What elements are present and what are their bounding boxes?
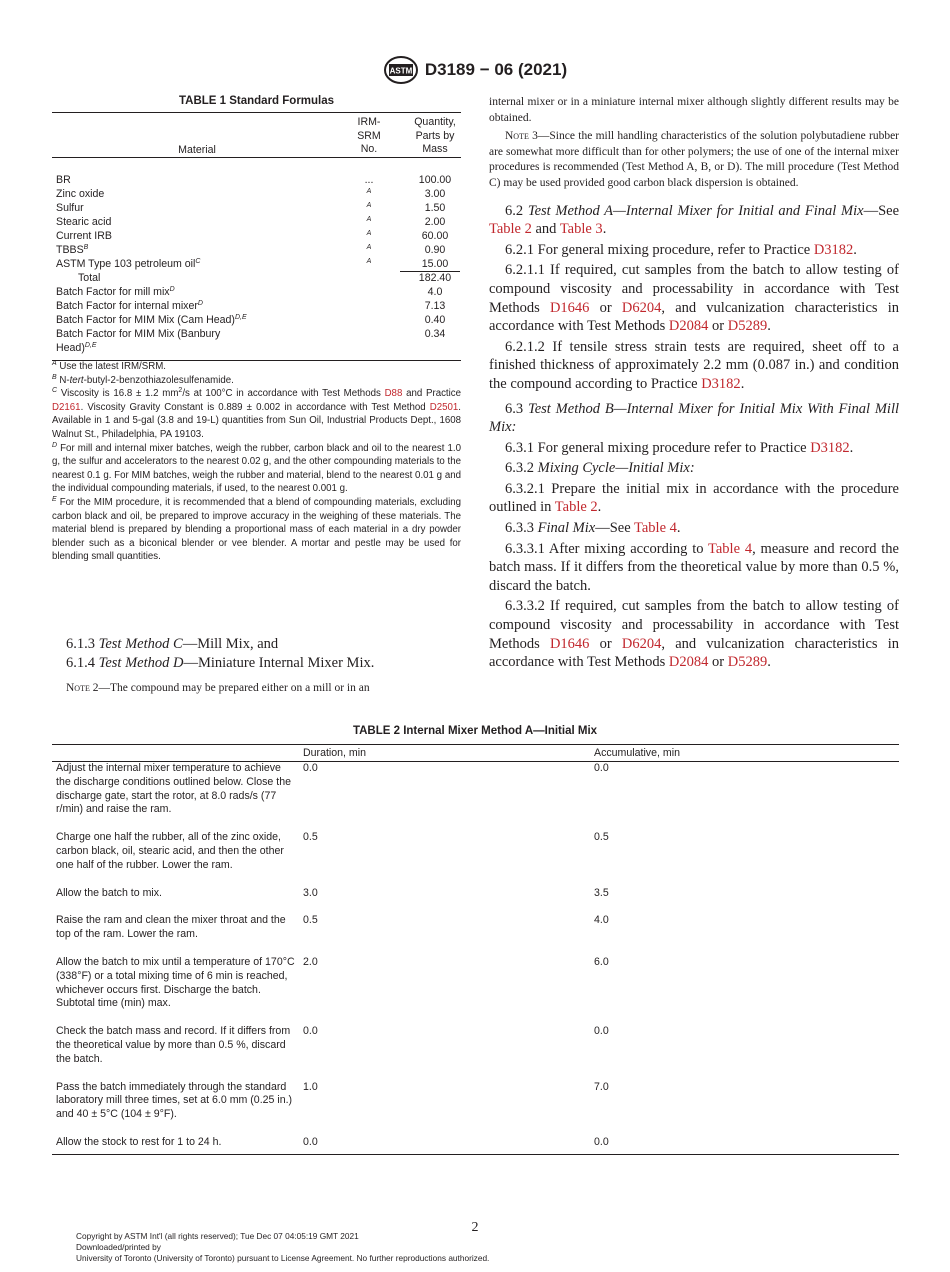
step-text: Charge one half the rubber, all of the zinc oxide, carbon black, oil, stearic acid, and then the other one half of the rubber. Lower the ram. <box>56 831 284 871</box>
duration-cell: 2.0 <box>303 955 318 968</box>
link-table-2[interactable]: Table 2 <box>554 499 598 516</box>
table2-row <box>52 762 899 831</box>
duration-cell: 3.0 <box>303 886 318 899</box>
table1-row: Current IRB $^A$ 60.00 <box>56 230 449 242</box>
step-text: Check the batch mass and record. If it differs from the theoretical value by more than 0.5 %, discard the batch. <box>56 1025 291 1065</box>
note-2-continued: internal mixer or in a miniature internal mixer although slightly different results may be obtained. <box>489 96 899 124</box>
step-text: Pass the batch immediately through the standard laboratory mill three times, set at 6.0 mm (0.25 in.) and 40 ± 5°C (104 ± 9°F). <box>56 1080 293 1121</box>
section-6-3-2-1: 6.3.2.1 Prepare the initial mix in accordance with the procedure outlined in Table 2. <box>489 480 899 516</box>
duration-cell: 0.0 <box>303 1135 318 1148</box>
section-6-3-3: 6.3.3 Final Mix—See Table 4. <box>505 520 681 537</box>
footnote-e: $^E$ For the MIM procedure, it is recommended that a blend of compounding materials, excluding carbon black and oil, be prepared to improve accuracy in the weighing of these materials. The material blend is prepared by blending a proportional mass of each material in a dry powder blender such as a biconical blender or vee blender. A mortar and pestle may be used for blending small quantities. <box>52 495 461 563</box>
link-d5289[interactable]: D5289 <box>727 654 768 671</box>
batch-factor-row: Batch Factor for MIM Mix (Banbury Head)$^{D,E}$ 0.34 <box>56 328 446 354</box>
link-d2161[interactable]: D2161 <box>52 401 81 413</box>
col-duration-header: Duration, min <box>303 747 366 759</box>
table1-row: Stearic acid $^A$ 2.00 <box>56 216 446 228</box>
col-material-header: Material <box>178 144 216 156</box>
step-text: Allow the batch to mix until a temperature of 170°C (338°F) or a total mixing time of 6 min is reached, whichever occurs first. Discharge the batch. Subtotal time (min) max. <box>56 955 295 1010</box>
table1-row: $TBBS^B$ $^A$ 0.90 <box>56 244 446 256</box>
accumulative-cell: 0.5 <box>594 831 609 844</box>
table2-row <box>52 1081 899 1136</box>
accumulative-cell: 6.0 <box>594 955 609 968</box>
step-text: Raise the ram and clean the mixer throat and the top of the ram. Lower the ram. <box>56 914 286 941</box>
section-6-3-3-1: 6.3.3.1 After mixing according to Table 4, measure and record the batch mass. If it differs from the theoretical value by more than 0.5 %, discard the batch. <box>489 540 899 594</box>
col-qty-header: Quantity, Parts by Mass <box>414 116 456 155</box>
note-2: Note 2—The compound may be prepared either on a mill or in an <box>66 682 370 694</box>
table1 <box>52 112 461 361</box>
duration-cell: 0.0 <box>303 762 318 774</box>
batch-factor-row: Batch Factor for MIM Mix (Cam Head)$^{D,E}$ 0.40 <box>56 314 446 326</box>
section-6-2-1-1: 6.2.1.1 If required, cut samples from the batch to allow testing of compound viscosity and processability in accordance with Test Methods D1646 or D6204, and vulcanization characteristics in accordance with Test Methods D2084 or D5289. <box>489 262 899 335</box>
accumulative-cell: 7.0 <box>594 1080 609 1093</box>
link-d5289[interactable]: D5289 <box>727 318 768 335</box>
section-6-3-1: 6.3.1 For general mixing procedure refer to Practice D3182. <box>505 439 854 456</box>
footnote-b: $^B$ N-tert-butyl-2-benzothiazolesulfenamide. <box>52 373 234 386</box>
svg-text:ASTM: ASTM <box>389 66 413 76</box>
table2-row <box>52 1136 899 1154</box>
step-text: Adjust the internal mixer temperature to achieve the discharge conditions outlined below. Close the discharge gate, start the rotor, at 8.0 rads/s (77 r/min) and raise the ram. <box>56 762 291 816</box>
link-d1646[interactable]: D1646 <box>549 635 590 652</box>
link-d2084[interactable]: D2084 <box>668 318 709 335</box>
link-d1646[interactable]: D1646 <box>549 299 590 316</box>
duration-cell: 1.0 <box>303 1080 318 1093</box>
page-header <box>0 55 950 85</box>
table2-row <box>52 956 899 1025</box>
footnote-d: $^D$ For mill and internal mixer batches, weigh the rubber, carbon black and oil to the nearest 1.0 g, the sulfur and accelerators to the nearest 0.02 g, and the other compounding materials to the nearest 0.1 g. For MIM batches, weigh the rubber and material, blend to the nearest 0.01 g and the individual compounding materials, if used, to the nearest 0.001 g. <box>52 441 461 495</box>
section-6-2: 6.2 Test Method A—Internal Mixer for Initial and Final Mix—See Table 2 and Table 3. <box>489 202 900 238</box>
total-row: Total 182.40 <box>52 271 461 285</box>
page-number: 2 <box>471 1220 479 1235</box>
table1-row: Zinc oxide $^A$ 3.00 <box>56 188 446 200</box>
step-text: Allow the stock to rest for 1 to 24 h. <box>56 1135 222 1148</box>
section-6-3-3-2: 6.3.3.2 If required, cut samples from the batch to allow testing of compound viscosity and processability in accordance with Test Methods D1646 or D6204, and vulcanization characteristics in accordance with Test Methods D2084 or D5289. <box>489 598 899 671</box>
link-table-4[interactable]: Table 4 <box>708 540 753 557</box>
link-d3182[interactable]: D3182 <box>813 241 854 258</box>
table2-row <box>52 887 899 915</box>
link-table-3[interactable]: Table 3 <box>559 221 603 238</box>
batch-factor-row: Batch Factor for internal mixer$^D$ 7.13 <box>56 300 446 312</box>
section-6-1-3: 6.1.3 Test Method C—Mill Mix, and <box>66 636 279 652</box>
table2-row <box>52 1025 899 1080</box>
accumulative-cell: 0.0 <box>594 1135 609 1148</box>
table1-title: TABLE 1 Standard Formulas <box>178 95 335 107</box>
duration-cell: 0.0 <box>303 1025 318 1038</box>
link-d3182[interactable]: D3182 <box>810 439 850 456</box>
batch-factor-row: Batch Factor for mill mix$^D$ 4.0 <box>56 286 443 298</box>
col-irm-header: IRM- SRM No. <box>357 116 381 155</box>
table1-row: Sulfur $^A$ 1.50 <box>56 202 446 214</box>
accumulative-cell: 0.0 <box>594 1025 609 1038</box>
duration-cell: 0.5 <box>303 914 318 927</box>
table2 <box>52 744 899 1155</box>
section-6-3: 6.3 Test Method B—Internal Mixer for Initial Mix With Final Mill Mix: <box>489 400 899 436</box>
link-table-2[interactable]: Table 2 <box>489 221 532 238</box>
link-d88[interactable]: D88 <box>384 388 403 400</box>
link-d6204[interactable]: D6204 <box>621 299 662 316</box>
table1-row: BR ... 100.00 <box>56 174 452 186</box>
section-6-3-2: 6.3.2 Mixing Cycle—Initial Mix: <box>505 460 695 477</box>
table1-row: ASTM Type 103 petroleum oil$^C$ $^A$ 15.00 <box>56 258 449 270</box>
link-d2501[interactable]: D2501 <box>429 401 459 413</box>
table1-header <box>52 113 461 158</box>
right-column <box>489 95 899 674</box>
accumulative-cell: 0.0 <box>594 762 609 774</box>
accumulative-cell: 3.5 <box>594 886 609 899</box>
table1-footnotes <box>52 360 461 564</box>
table2-header <box>52 745 899 762</box>
link-d6204[interactable]: D6204 <box>621 635 662 652</box>
table2-row <box>52 831 899 886</box>
table2-row <box>52 914 899 956</box>
step-text: Allow the batch to mix. <box>56 886 162 899</box>
duration-cell: 0.5 <box>303 831 318 844</box>
accumulative-cell: 4.0 <box>594 914 609 927</box>
section-6-2-1-2: 6.2.1.2 If tensile stress strain tests are required, sheet off to a finished thickness of approximately 2.2 mm (0.087 in.) and condition the compound according to Practice D3182. <box>489 338 899 392</box>
note-3: Note 3—Since the mill handling characteristics of the solution polybutadiene rubber are somewhat more difficult than for other polymers; the use of one of the internal mixer procedures is recommended (Test Method A, B, or D). The mill procedure (Test Method C) may be used provided good carbon black dispersion is obtained. <box>489 130 899 189</box>
copyright-footer: Copyright by ASTM Int'l (all rights reserved); Tue Dec 07 04:05:19 GMT 2021 Downloaded/printed by University of Toronto (University of Toronto) pursuant to License Agreement. No further reproductions authorized. <box>76 1231 490 1263</box>
table2-title: TABLE 2 Internal Mixer Method A—Initial Mix <box>352 725 598 737</box>
footnote-a: $^A$ Use the latest IRM/SRM. <box>52 360 166 372</box>
footnote-c: $^C$ Viscosity is 16.8 ± 1.2 $mm^2/s$ at 100°C in accordance with Test Methods D88 and Practice D2161. Viscosity Gravity Constant is 0.889 ± 0.002 in accordance with Test Method D2501. Available in 1 and 5-gal (3.8 and 19-L) quantities from Sun Oil, Industrial Products Dept., 1608 Walnut St., Philadelphia, PA 19103. <box>52 387 462 440</box>
astm-logo-icon <box>383 55 419 85</box>
link-d2084[interactable]: D2084 <box>668 654 709 671</box>
link-d3182[interactable]: D3182 <box>701 375 741 392</box>
col-accum-header: Accumulative, min <box>594 747 680 759</box>
designation: D3189 − 06 (2021) <box>424 60 568 79</box>
link-table-4[interactable]: Table 4 <box>634 520 677 537</box>
section-6-2-1: 6.2.1 For general mixing procedure, refer to Practice D3182. <box>505 241 857 258</box>
section-6-1-4: 6.1.4 Test Method D—Miniature Internal Mixer Mix. <box>66 655 375 671</box>
